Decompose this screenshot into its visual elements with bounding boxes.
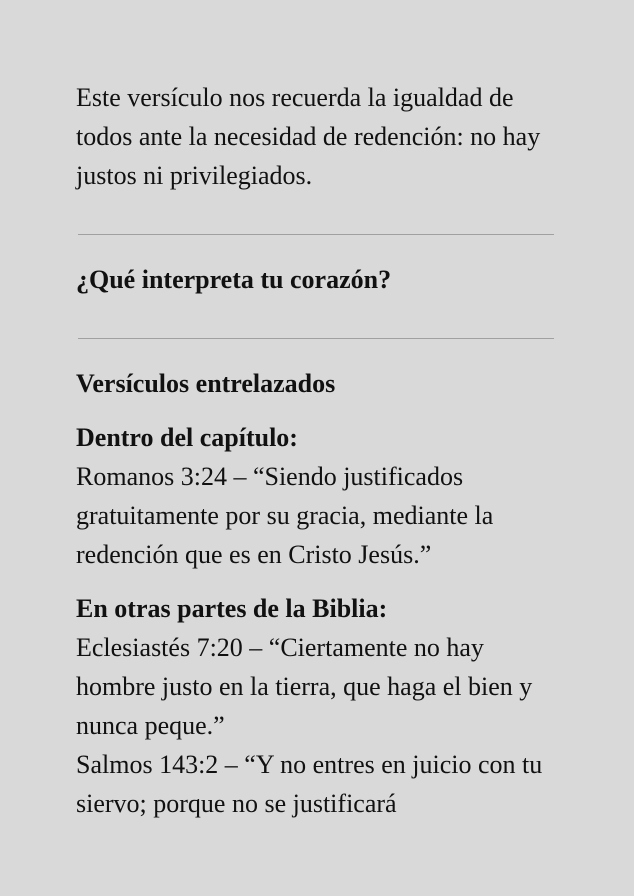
cross-references-heading: Versículos entrelazados [76,369,336,398]
section-divider [78,234,554,235]
section-divider [78,338,554,339]
elsewhere-label: En otras partes de la Biblia: [76,594,388,623]
verse-reference: Eclesiastés 7:20 – “Ciertamente no hay hombre justo en la tierra, que haga el bien y nunca peque.” [76,633,533,740]
within-chapter-section [76,418,566,574]
elsewhere-section [76,589,566,823]
intro-paragraph: Este versículo nos recuerda la igualdad de todos ante la necesidad de redención: no hay justos ni privilegiados. [76,83,541,190]
within-chapter-label: Dentro del capítulo: [76,423,298,452]
verse-reference: Salmos 143:2 – “Y no entres en juicio con tu siervo; porque no se justificará [76,750,543,818]
verse-reference: Romanos 3:24 – “Siendo justificados gratuitamente por su gracia, mediante la redención que es en Cristo Jesús.” [76,462,494,569]
reflection-question: ¿Qué interpreta tu corazón? [76,265,392,294]
